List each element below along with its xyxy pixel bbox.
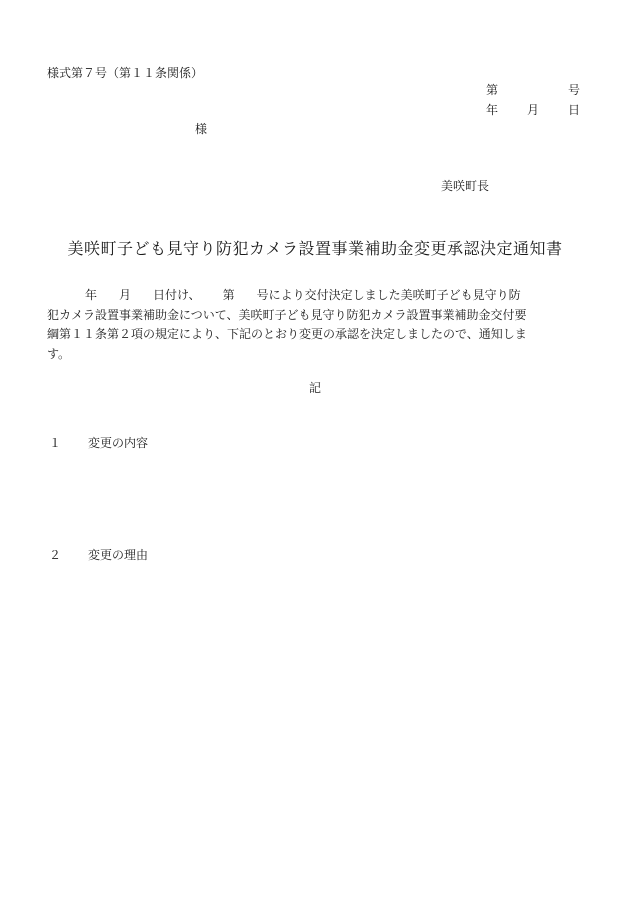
body-line-4: す。 (47, 346, 71, 361)
body-number-prefix: 第 (222, 288, 235, 302)
number-prefix: 第 (486, 83, 499, 97)
body-line1-rest: 号により交付決定しました美咲町子ども見守り防 (256, 288, 521, 302)
document-number-line (486, 82, 580, 99)
body-line-2: 犯カメラ設置事業補助金について、美咲町子ども見守り防犯カメラ設置事業補助金交付要 (47, 307, 527, 322)
issuer-name: 美咲町長 (441, 179, 490, 193)
date-month: 月 (526, 103, 539, 117)
form-number: 様式第７号（第１１条関係） (47, 66, 204, 80)
body-line-1 (47, 286, 583, 306)
body-date-suffix: 日付け、 (153, 288, 201, 302)
recipient-suffix: 様 (195, 122, 208, 136)
item-number: ２ (49, 548, 62, 562)
body-month: 月 (119, 288, 132, 302)
item-number: １ (49, 436, 62, 450)
ki-heading: 記 (308, 381, 321, 395)
document-title: 美咲町子ども見守り防犯カメラ設置事業補助金変更承認決定通知書 (67, 239, 563, 258)
item-label: 変更の理由 (88, 548, 149, 562)
number-suffix: 号 (567, 83, 580, 97)
item-change-content (49, 435, 148, 452)
notice-body (47, 286, 583, 364)
item-label: 変更の内容 (88, 436, 149, 450)
document-date-line (486, 102, 580, 119)
body-line-3: 綱第１１条第２項の規定により、下記のとおり変更の承認を決定しましたので、通知しま (47, 327, 527, 341)
item-change-reason (49, 547, 148, 564)
body-year: 年 (85, 288, 98, 302)
date-day: 日 (567, 103, 580, 117)
date-year: 年 (486, 103, 499, 117)
